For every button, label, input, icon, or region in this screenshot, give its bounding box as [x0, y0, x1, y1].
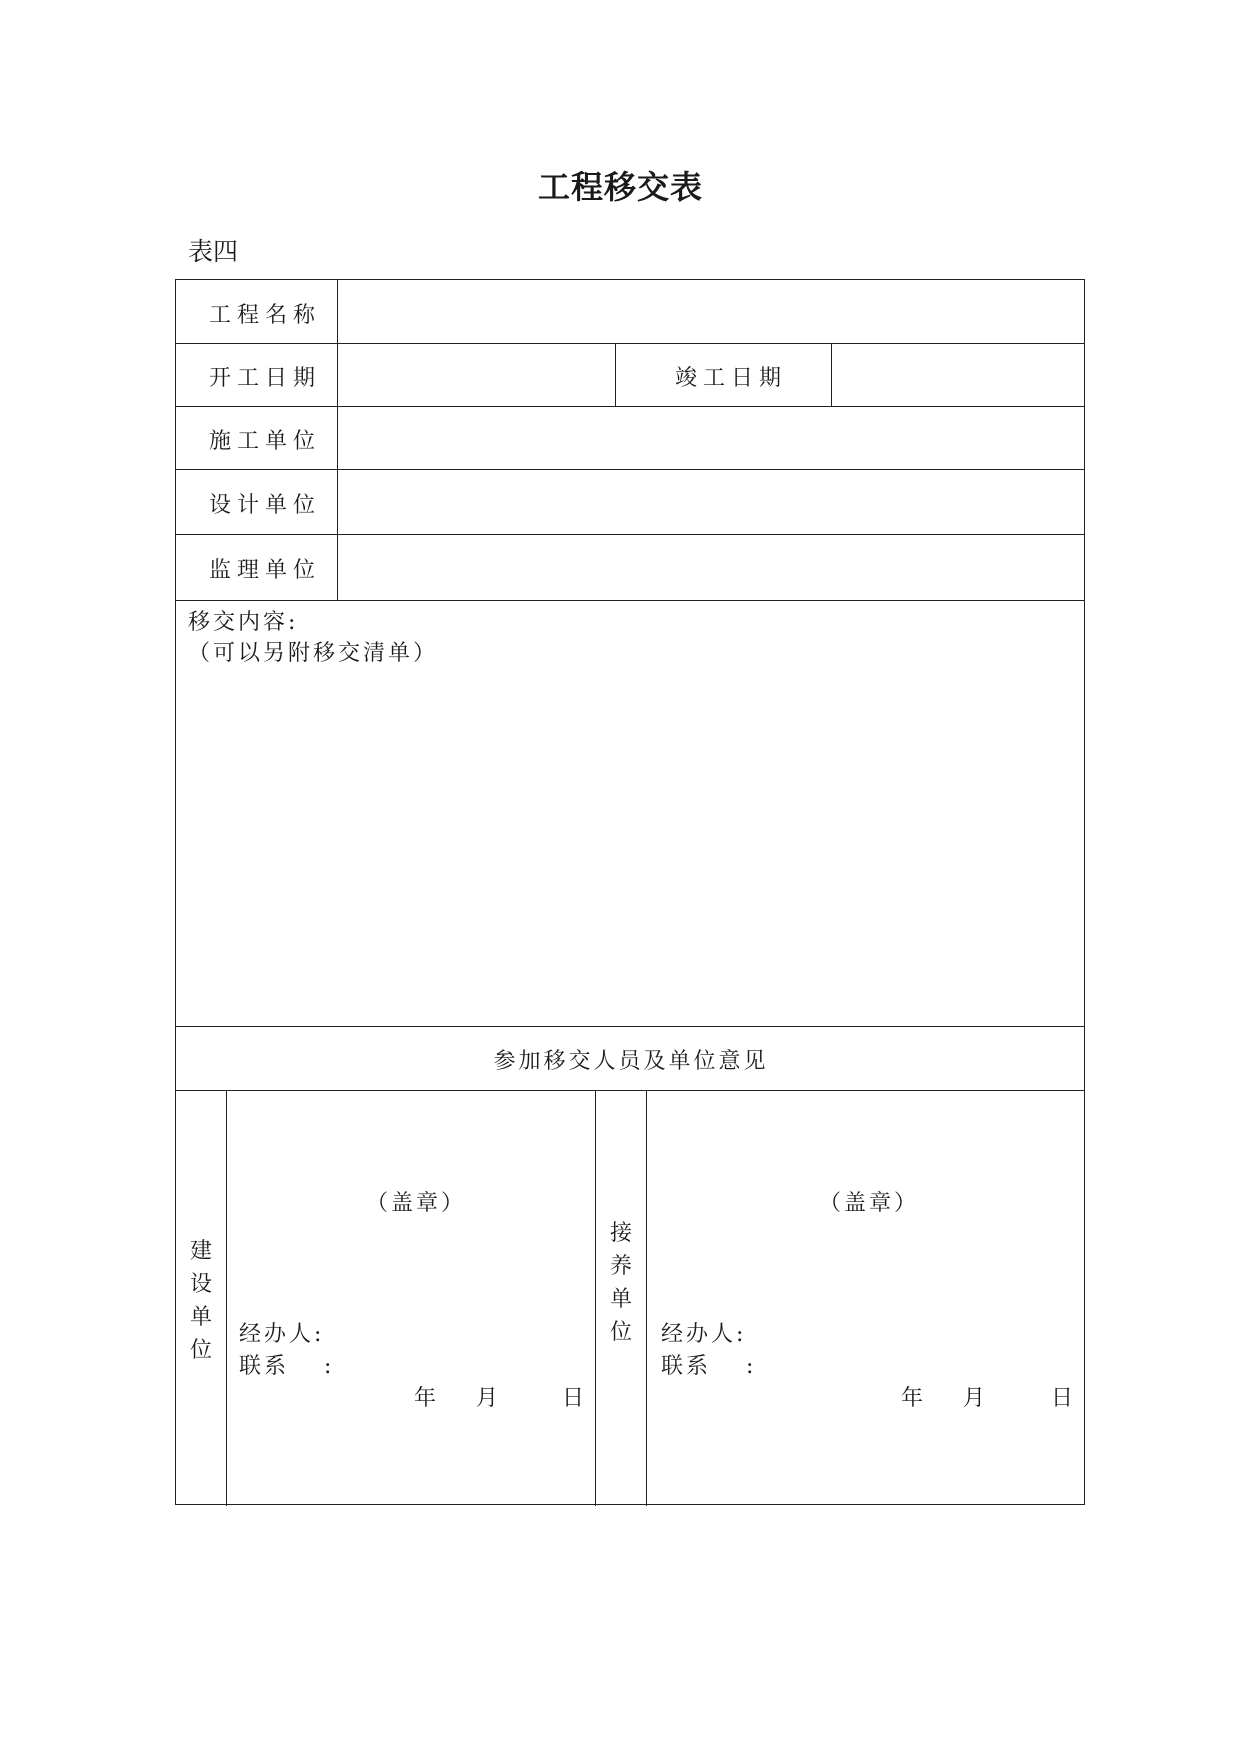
table-number: 表四 [188, 237, 239, 266]
left-party-label-char: 设 [189, 1272, 212, 1297]
right-party-label-char: 接 [609, 1221, 632, 1246]
signature-column-divider [226, 1090, 227, 1506]
right-party-label-char: 位 [609, 1320, 632, 1345]
completion-date-label: 竣工日期 [675, 366, 788, 391]
design-unit-label: 设计单位 [209, 493, 322, 518]
right-seal-label: （盖章） [819, 1191, 920, 1216]
left-party-label [186, 1235, 216, 1367]
signature-column-divider [595, 1090, 596, 1506]
row-divider [176, 534, 1084, 535]
left-day-label: 日 [562, 1386, 588, 1411]
supervision-unit-label: 监理单位 [209, 558, 322, 583]
project-name-label: 工程名称 [209, 303, 322, 328]
opinions-header: 参加移交人员及单位意见 [493, 1049, 769, 1074]
right-month-label: 月 [963, 1386, 989, 1411]
date-column-divider [615, 343, 616, 406]
row-divider [176, 343, 1084, 344]
right-handler-label: 经办人: [661, 1322, 747, 1347]
design-unit-field[interactable] [351, 488, 1071, 516]
construction-unit-label: 施工单位 [209, 429, 322, 454]
left-contact-label: 联系 : [239, 1354, 335, 1379]
left-party-label-char: 位 [189, 1338, 212, 1363]
label-column-divider [337, 280, 338, 600]
signature-column-divider [646, 1090, 647, 1506]
completion-date-field[interactable] [846, 361, 1071, 389]
right-party-label-char: 养 [609, 1254, 632, 1279]
supervision-unit-field[interactable] [351, 553, 1071, 581]
construction-unit-field[interactable] [351, 424, 1071, 452]
left-year-label: 年 [414, 1386, 440, 1411]
document-title: 工程移交表 [537, 168, 703, 206]
left-month-label: 月 [476, 1386, 502, 1411]
project-name-field[interactable] [351, 298, 1071, 326]
left-party-label-char: 建 [189, 1239, 212, 1264]
date-column-divider [831, 343, 832, 406]
row-divider [176, 1026, 1084, 1027]
handover-content-label: 移交内容: [188, 610, 299, 635]
handover-content-note: （可以另附移交清单） [188, 641, 439, 666]
right-party-label [606, 1217, 636, 1349]
row-divider [176, 1090, 1084, 1091]
left-seal-label: （盖章） [366, 1191, 467, 1216]
left-handler-label: 经办人: [239, 1322, 325, 1347]
handover-form-table [175, 279, 1085, 1505]
right-party-label-char: 单 [609, 1287, 632, 1312]
right-day-label: 日 [1051, 1386, 1077, 1411]
right-contact-label: 联系 : [661, 1354, 757, 1379]
right-year-label: 年 [901, 1386, 927, 1411]
row-divider [176, 600, 1084, 601]
left-party-label-char: 单 [189, 1305, 212, 1330]
row-divider [176, 469, 1084, 470]
row-divider [176, 406, 1084, 407]
start-date-label: 开工日期 [209, 366, 322, 391]
start-date-field[interactable] [351, 361, 601, 389]
